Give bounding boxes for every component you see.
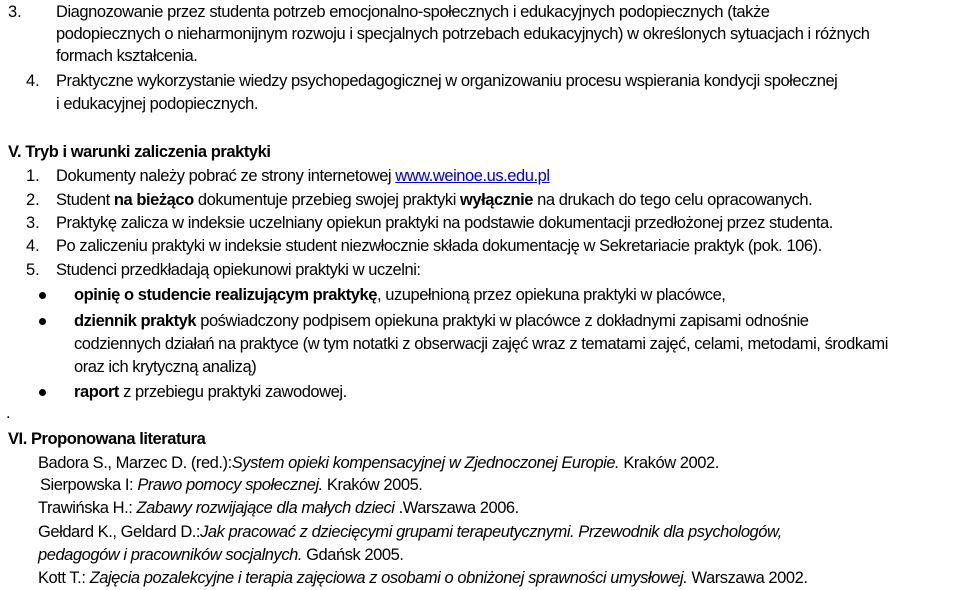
bullet-icon [39, 318, 46, 325]
item-text-line: Praktyczne wykorzystanie wiedzy psychopedagogicznej w organizowaniu procesu wspierania kondycji społecznej [56, 72, 838, 90]
emphasis-text: na bieżąco [113, 191, 194, 209]
item-text: Studenci przedkładają opiekunowi praktyki w uczelni: [56, 261, 421, 279]
item-number: 1. [26, 167, 40, 185]
reference-details: Warszawa 2002. [687, 569, 808, 587]
item-number: 3. [8, 3, 22, 21]
website-link[interactable]: www.weinoe.us.edu.pl [395, 167, 550, 185]
reference-title: Prawo pomocy społecznej. [137, 476, 323, 494]
reference-title: pedagogów i pracowników socjalnych. [38, 546, 302, 564]
reference-text [38, 452, 719, 474]
item-text [56, 165, 550, 187]
item-text-line: formach kształcenia. [56, 47, 198, 65]
reference-author: Sierpowska I: [40, 476, 138, 494]
item-text-part: dokumentuje przebieg swojej praktyki [193, 191, 461, 209]
bullet-text [74, 310, 809, 332]
reference-author: Badora S., Marzec D. (red.): [38, 454, 232, 472]
bullet-text-part: z przebiegu praktyki zawodowej. [118, 383, 347, 401]
reference-details: Gdańsk 2005. [302, 546, 404, 564]
reference-author: Trawińska H.: [38, 499, 137, 517]
item-number: 4. [26, 72, 40, 90]
bullet-text-line: oraz ich krytyczną analizą) [74, 358, 257, 376]
reference-author: Gełdard K., Geldard D.: [38, 523, 201, 541]
reference-details: Kraków 2005. [322, 476, 423, 494]
reference-title: Zabawy rozwijające dla małych dzieci [136, 499, 395, 517]
emphasis-text: dziennik praktyk [74, 312, 197, 330]
reference-text [38, 521, 782, 543]
reference-title: System opieki kompensacyjnej w Zjednoczonej Europie. [231, 454, 620, 472]
bullet-text [74, 284, 725, 306]
item-text-part: na drukach do tego celu opracowanych. [533, 191, 813, 209]
bullet-icon [39, 292, 46, 299]
item-number: 2. [26, 191, 40, 209]
section-heading: V. Tryb i warunki zaliczenia praktyki [8, 143, 271, 161]
item-text-part: Dokumenty należy pobrać ze strony internetowej [56, 167, 396, 185]
bullet-text [74, 381, 347, 403]
bullet-text-line: codziennych działań na praktyce (w tym notatki z obserwacji zajęć wraz z tematami zajęć, celami, metodami, środkami [74, 335, 888, 353]
reference-author: Kott T.: [38, 569, 90, 587]
bullet-icon [39, 389, 46, 396]
section-heading: VI. Proponowana literatura [8, 430, 206, 448]
item-text: Praktykę zalicza w indeksie uczelniany opiekun praktyki na podstawie dokumentacji przedłożonej przez studenta. [56, 214, 833, 232]
item-text-line: podopiecznych o nieharmonijnym rozwoju i specjalnych potrzebach edukacyjnych) w określonych sytuacjach i różnych [56, 25, 870, 43]
item-number: 3. [26, 214, 40, 232]
bullet-text-part: poświadczony podpisem opiekuna praktyki w placówce z dokładnymi zapisami odnośnie [196, 312, 809, 330]
reference-details: .Warszawa 2006. [394, 499, 519, 517]
emphasis-text: wyłącznie [460, 191, 534, 209]
reference-title: Jak pracować z dziecięcymi grupami terapeutycznymi. Przewodnik dla psychologów, [200, 523, 782, 541]
item-text-line: i edukacyjnej podopiecznych. [56, 95, 259, 113]
bullet-text-part: , uzupełnioną przez opiekuna praktyki w placówce, [376, 286, 726, 304]
item-text-part: Student [56, 191, 114, 209]
emphasis-text: raport [74, 383, 119, 401]
reference-text [40, 474, 422, 496]
reference-text [38, 544, 403, 566]
stray-dot: . [6, 404, 11, 422]
item-number: 4. [26, 237, 40, 255]
reference-text [38, 497, 519, 519]
item-number: 5. [26, 261, 40, 279]
reference-details: Kraków 2002. [619, 454, 719, 472]
emphasis-text: opinię o studencie realizującym praktykę [74, 286, 377, 304]
reference-title: Zajęcia pozalekcyjne i terapia zajęciowa z osobami o obniżonej sprawności umysłowej. [89, 569, 688, 587]
item-text: Po zaliczeniu praktyki w indeksie student niezwłocznie składa dokumentację w Sekretariacie praktyk (pok. 106). [56, 237, 822, 255]
item-text [56, 189, 812, 211]
reference-text [38, 567, 807, 589]
item-text-line: Diagnozowanie przez studenta potrzeb emocjonalno-społecznych i edukacyjnych podopiecznych (także [56, 3, 770, 21]
